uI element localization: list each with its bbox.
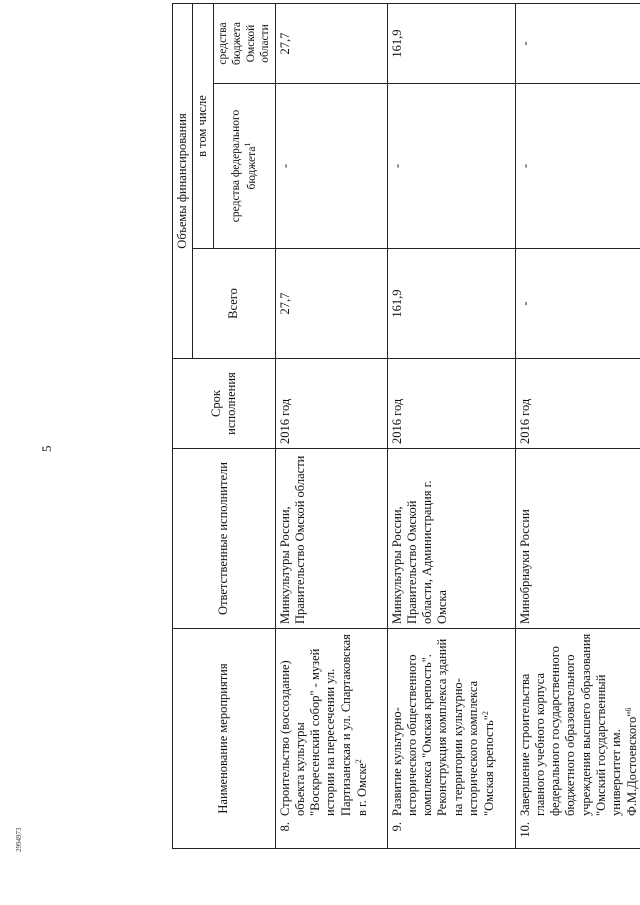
- financing-table: [172, 3, 640, 849]
- header-federal: [213, 84, 275, 249]
- row-name: [518, 633, 640, 816]
- header-name: Наименование мероприятия: [173, 629, 276, 849]
- row-deadline: 2016 год: [387, 359, 515, 449]
- row-executors: Минобрнауки России: [515, 449, 640, 629]
- row-name: [390, 633, 498, 816]
- table-row: [275, 3, 387, 848]
- row-regional: -: [515, 3, 640, 83]
- row-name-footnote: 2: [481, 711, 490, 716]
- row-name-footnote: 6: [624, 707, 634, 712]
- row-name: [278, 633, 371, 816]
- table-row: [387, 3, 515, 848]
- row-number: 8.: [277, 822, 292, 832]
- header-executors: Ответственные исполнители: [173, 449, 276, 629]
- row-name-cell: [515, 629, 640, 849]
- financing-table-frame: [172, 4, 640, 849]
- row-name-footnote: 2: [353, 759, 363, 764]
- table-row: [515, 3, 640, 848]
- row-name-text: Развитие культурно-исторического общественного комплекса "Омская крепость". Реконструкция комплекса зданий на территории культурно-исторического комплекса "Омская крепость": [389, 638, 497, 816]
- page-number: 5: [39, 445, 54, 452]
- row-number: 9.: [389, 822, 404, 832]
- row-name-cell: [387, 629, 515, 849]
- row-regional: 161,9: [387, 3, 515, 83]
- row-regional: 27,7: [275, 3, 387, 83]
- header-total: Всего: [193, 249, 275, 359]
- row-deadline: 2016 год: [515, 359, 640, 449]
- row-executors: Минкультуры России, Правительство Омской области, Администрация г. Омска: [387, 449, 515, 629]
- header-deadline: Срок исполнения: [173, 359, 276, 449]
- row-deadline: 2016 год: [275, 359, 387, 449]
- row-total: 161,9: [387, 249, 515, 359]
- row-number: 10.: [517, 822, 532, 838]
- row-federal: -: [275, 84, 387, 249]
- header-federal-footnote: 1: [243, 142, 253, 147]
- row-name-cell: [275, 629, 387, 849]
- row-executors: Минкультуры России, Правительство Омской области: [275, 449, 387, 629]
- row-total: -: [515, 249, 640, 359]
- row-federal: -: [387, 84, 515, 249]
- document-code: 2994973: [15, 827, 23, 852]
- row-name-text: Завершение строительства главного учебного корпуса федерального государственного бюджетного образовательного учреждения высшего образования "Омский государственный университет им. Ф.М.Достоевского": [517, 633, 640, 816]
- row-federal: -: [515, 84, 640, 249]
- header-federal-text: средства федерального бюджета: [230, 109, 258, 223]
- header-including: в том числе: [193, 3, 213, 248]
- header-regional: средства бюджета Омской области: [213, 3, 275, 83]
- row-total: 27,7: [275, 249, 387, 359]
- row-name-text: Строительство (воссоздание) объекта культуры "Воскресенский собор" - музей истории на пересечении ул. Партизанская и ул. Спартаковская в г. Омске: [277, 634, 369, 816]
- header-funding: Объемы финансирования: [173, 3, 193, 358]
